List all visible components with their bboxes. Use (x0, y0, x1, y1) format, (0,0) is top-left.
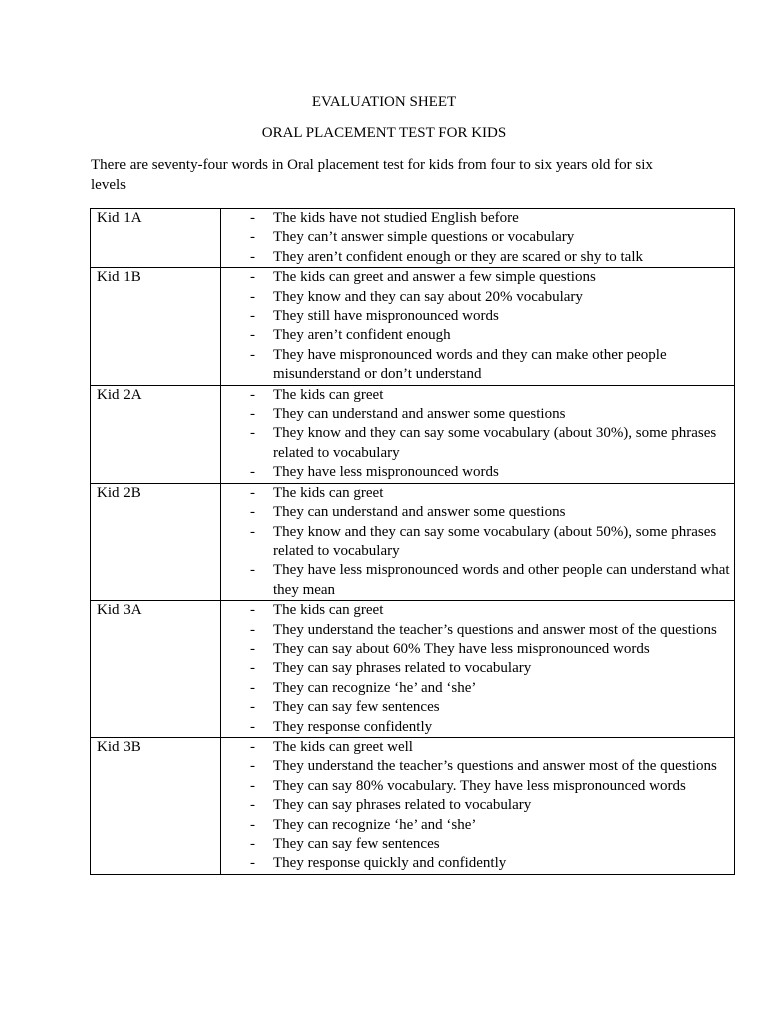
list-item-text: They can say phrases related to vocabulary (273, 660, 532, 677)
bullet-dash: - (250, 855, 255, 872)
level-description (221, 385, 735, 483)
list-item-text: They know and they can say some vocabulary (about 30%), some phrases related to vocabulary (273, 425, 717, 461)
bullet-dash: - (250, 738, 255, 755)
list-item-text: They can’t answer simple questions or vocabulary (273, 229, 575, 246)
list-item-text: They can understand and answer some questions (273, 406, 566, 423)
page-subtitle: ORAL PLACEMENT TEST FOR KIDS (261, 125, 507, 141)
list-item-text: They have less mispronounced words and other people can understand what they mean (273, 562, 730, 598)
list-item (221, 561, 734, 600)
description-list (221, 601, 734, 737)
list-item-text: The kids can greet well (273, 738, 413, 755)
bullet-dash: - (250, 248, 255, 265)
list-item-text: They can say about 60% They have less mispronounced words (273, 640, 650, 657)
bullet-dash: - (250, 386, 255, 403)
table-row (91, 268, 735, 385)
bullet-dash: - (250, 660, 255, 677)
list-item-text: The kids can greet (273, 386, 384, 403)
bullet-dash: - (250, 523, 255, 540)
list-item-text: The kids have not studied English before (273, 210, 519, 226)
list-item (221, 209, 734, 228)
bullet-dash: - (250, 288, 255, 305)
bullet-dash: - (250, 718, 255, 735)
list-item (221, 484, 734, 503)
bullet-dash: - (250, 346, 255, 363)
intro-paragraph: There are seventy-four words in Oral placement test for kids from four to six years old for six levels (91, 157, 653, 193)
bullet-dash: - (250, 758, 255, 775)
list-item-text: They can say phrases related to vocabulary (273, 797, 532, 814)
list-item (221, 601, 734, 620)
list-item (221, 854, 734, 873)
level-description (221, 483, 735, 600)
list-item-text: They can say few sentences (273, 836, 440, 852)
list-item (221, 307, 734, 326)
bullet-dash: - (250, 308, 255, 325)
bullet-dash: - (250, 425, 255, 442)
list-item-text: They still have mispronounced words (273, 308, 499, 325)
list-item-text: They can understand and answer some questions (273, 504, 566, 521)
list-item (221, 621, 734, 640)
list-item (221, 640, 734, 659)
list-item (221, 757, 734, 776)
list-item (221, 326, 734, 345)
list-item (221, 463, 734, 482)
table-row (91, 737, 735, 874)
level-label: Kid 2A (91, 385, 221, 483)
list-item (221, 386, 734, 405)
description-list (221, 386, 734, 483)
list-item (221, 268, 734, 287)
bullet-dash: - (250, 229, 255, 246)
level-label: Kid 1A (91, 209, 221, 268)
list-item (221, 288, 734, 307)
table-row (91, 483, 735, 600)
list-item (221, 248, 734, 267)
description-list (221, 209, 734, 267)
bullet-dash: - (250, 210, 255, 226)
list-item (221, 835, 734, 854)
level-label: Kid 3A (91, 601, 221, 738)
table-row (91, 385, 735, 483)
list-item-text: They understand the teacher’s questions and answer most of the questions (273, 758, 717, 775)
bullet-dash: - (250, 621, 255, 638)
description-list (221, 738, 734, 874)
bullet-dash: - (250, 797, 255, 814)
list-item (221, 346, 734, 385)
list-item (221, 405, 734, 424)
list-item-text: The kids can greet (273, 484, 384, 501)
bullet-dash: - (250, 640, 255, 657)
list-item-text: They can say 80% vocabulary. They have less mispronounced words (273, 777, 686, 794)
list-item (221, 777, 734, 796)
level-description (221, 601, 735, 738)
bullet-dash: - (250, 699, 255, 716)
list-item (221, 503, 734, 522)
bullet-dash: - (250, 777, 255, 794)
bullet-dash: - (250, 406, 255, 423)
bullet-dash: - (250, 327, 255, 344)
list-item (221, 816, 734, 835)
list-item (221, 523, 734, 562)
list-item (221, 679, 734, 698)
list-item-text: The kids can greet (273, 602, 384, 619)
bullet-dash: - (250, 602, 255, 619)
level-label: Kid 2B (91, 483, 221, 600)
table-row (91, 601, 735, 738)
bullet-dash: - (250, 562, 255, 579)
list-item-text: The kids can greet and answer a few simple questions (273, 269, 596, 286)
bullet-dash: - (250, 816, 255, 833)
level-label: Kid 1B (91, 268, 221, 385)
evaluation-table-body (91, 209, 735, 875)
level-description (221, 268, 735, 385)
description-list (221, 484, 734, 600)
bullet-dash: - (250, 679, 255, 696)
list-item-text: They know and they can say about 20% vocabulary (273, 288, 583, 305)
bullet-dash: - (250, 464, 255, 481)
list-item-text: They understand the teacher’s questions and answer most of the questions (273, 621, 717, 638)
list-item-text: They have mispronounced words and they can make other people misunderstand or don’t understand (273, 346, 667, 383)
bullet-dash: - (250, 269, 255, 286)
list-item-text: They can recognize ‘he’ and ‘she’ (273, 816, 477, 833)
level-description (221, 737, 735, 874)
bullet-dash: - (250, 504, 255, 521)
list-item-text: They aren’t confident enough (273, 327, 451, 344)
list-item (221, 738, 734, 757)
list-item-text: They response quickly and confidently (273, 855, 507, 872)
list-item (221, 228, 734, 247)
list-item-text: They can recognize ‘he’ and ‘she’ (273, 679, 477, 696)
list-item (221, 424, 734, 463)
list-item-text: They aren’t confident enough or they are scared or shy to talk (273, 248, 644, 265)
table-row (91, 209, 735, 268)
bullet-dash: - (250, 836, 255, 852)
list-item (221, 796, 734, 815)
list-item (221, 718, 734, 737)
level-label: Kid 3B (91, 737, 221, 874)
bullet-dash: - (250, 484, 255, 501)
evaluation-table (90, 208, 735, 875)
description-list (221, 268, 734, 384)
list-item-text: They have less mispronounced words (273, 464, 499, 481)
list-item (221, 698, 734, 717)
list-item-text: They response confidently (273, 718, 433, 735)
list-item (221, 659, 734, 678)
page-title: EVALUATION SHEET (311, 94, 457, 110)
level-description (221, 209, 735, 268)
list-item-text: They can say few sentences (273, 699, 440, 716)
list-item-text: They know and they can say some vocabulary (about 50%), some phrases related to vocabulary (273, 523, 717, 559)
